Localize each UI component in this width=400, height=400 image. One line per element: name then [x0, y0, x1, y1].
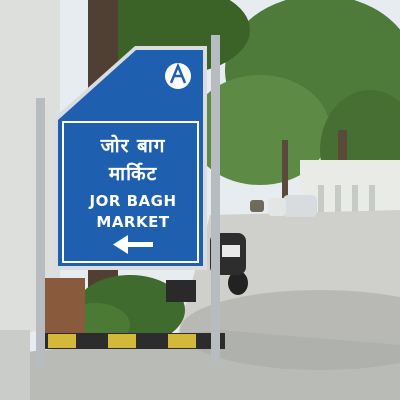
utility-box	[166, 280, 196, 302]
brick-base	[45, 278, 85, 333]
parked-vehicle	[250, 200, 264, 212]
parked-car	[283, 195, 317, 217]
sign-pole-left	[36, 98, 45, 370]
sign-hindi-line2: मार्किट	[108, 163, 158, 185]
sign-hindi-line1: जोर बाग	[100, 135, 166, 157]
sign-english-line1: JOR BAGH	[89, 192, 177, 210]
sign-pole-right	[211, 35, 220, 363]
tree-trunk	[282, 140, 288, 200]
parked-car	[268, 198, 286, 216]
sign-english-line2: MARKET	[96, 213, 170, 231]
